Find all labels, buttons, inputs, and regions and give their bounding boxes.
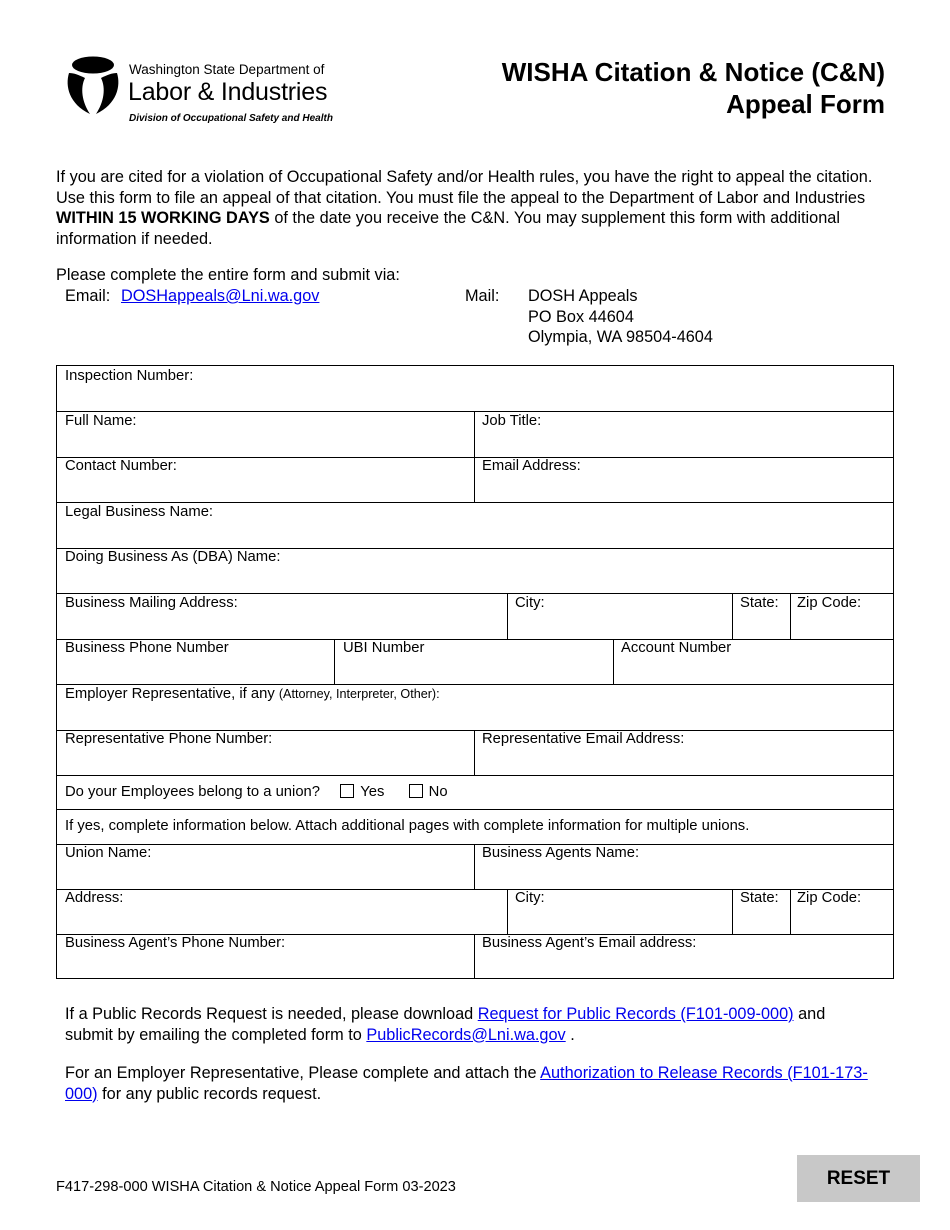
title-line-2: Appeal Form: [726, 89, 885, 119]
employer-rep-label: [65, 686, 440, 703]
intro-text-2: of the date you receive the C&N. You may supplement this form with additional information if needed.: [56, 209, 840, 248]
agents-name-label: Business Agents Name:: [482, 845, 640, 861]
records-text-1: If a Public Records Request is needed, please download: [65, 1005, 478, 1023]
employer-rep-field[interactable]: [58, 704, 893, 729]
city-label: City:: [515, 595, 545, 611]
state-field[interactable]: [733, 613, 789, 638]
zip-code-field[interactable]: [791, 613, 893, 638]
logo-agency-name: Labor & Industries: [128, 78, 328, 106]
form-id-footer: F417-298-000 WISHA Citation & Notice Appeal Form 03-2023: [56, 1179, 456, 1195]
logo-division-text: Division of Occupational Safety and Health: [129, 113, 333, 124]
logo-department-text: Washington State Department of: [129, 62, 325, 77]
employer-rep-text: Employer Representative, if any: [65, 686, 275, 702]
agent-email-field[interactable]: [475, 953, 893, 978]
ubi-number-field[interactable]: [335, 658, 612, 683]
zip-code-label: Zip Code:: [797, 595, 862, 611]
page-title: [502, 56, 885, 120]
rep-phone-field[interactable]: [58, 749, 473, 774]
state-label: State:: [740, 595, 779, 611]
agents-name-field[interactable]: [475, 863, 893, 888]
ubi-number-label: UBI Number: [343, 640, 425, 656]
job-title-label: Job Title:: [482, 413, 542, 429]
agent-phone-label: Business Agent’s Phone Number:: [65, 935, 286, 951]
agent-email-label: Business Agent’s Email address:: [482, 935, 697, 951]
contact-number-field[interactable]: [58, 476, 473, 501]
union-city-label: City:: [515, 890, 545, 906]
rep-email-label: Representative Email Address:: [482, 731, 685, 747]
mail-address-line-1: DOSH Appeals: [528, 287, 638, 305]
account-number-field[interactable]: [614, 658, 893, 683]
union-address-label: Address:: [65, 890, 124, 906]
union-city-field[interactable]: [508, 908, 731, 933]
full-name-label: Full Name:: [65, 413, 137, 429]
union-question-row: [65, 784, 448, 801]
email-label: Email:: [65, 287, 111, 305]
intro-deadline: WITHIN 15 WORKING DAYS: [56, 209, 270, 227]
rep-phone-label: Representative Phone Number:: [65, 731, 273, 747]
contact-number-label: Contact Number:: [65, 458, 177, 474]
dba-name-field[interactable]: [58, 567, 893, 592]
public-records-email-link[interactable]: PublicRecords@Lni.wa.gov: [366, 1025, 566, 1044]
intro-text-1: If you are cited for a violation of Occupational Safety and/or Health rules, you have the right to appeal the citation. Use this form to file an appeal of that citation. You must file the appeal to the Department of Labor and Industries: [56, 168, 873, 207]
union-zip-code-field[interactable]: [791, 908, 893, 933]
union-question-label: Do your Employees belong to a union?: [65, 784, 321, 800]
union-no-checkbox[interactable]: [409, 784, 423, 798]
business-mailing-address-label: Business Mailing Address:: [65, 595, 238, 611]
agent-phone-field[interactable]: [58, 953, 473, 978]
appeals-email-link[interactable]: DOSHappeals@Lni.wa.gov: [121, 287, 320, 305]
mail-address-line-2: PO Box 44604: [528, 307, 634, 326]
records-text-2: and submit by emailing the completed form to: [65, 1005, 826, 1044]
email-address-field[interactable]: [475, 476, 893, 501]
rep-email-field[interactable]: [475, 749, 893, 774]
dba-name-label: Doing Business As (DBA) Name:: [65, 549, 281, 565]
city-field[interactable]: [508, 613, 731, 638]
inspection-number-field[interactable]: [58, 386, 893, 410]
records-text-3: .: [565, 1025, 575, 1044]
union-yes-label: Yes: [360, 784, 385, 800]
union-zip-code-label: Zip Code:: [797, 890, 862, 906]
business-phone-label: Business Phone Number: [65, 640, 229, 656]
union-instructions: If yes, complete information below. Attach additional pages with complete information for multiple unions.: [65, 818, 750, 834]
authorization-paragraph: [65, 1063, 885, 1104]
intro-paragraph: [56, 167, 901, 249]
union-state-field[interactable]: [733, 908, 789, 933]
mail-address-line-3: Olympia, WA 98504-4604: [528, 328, 713, 346]
email-address-label: Email Address:: [482, 458, 581, 474]
business-phone-field[interactable]: [58, 658, 333, 683]
authorization-form-link[interactable]: Authorization to Release Records (F101-173-000): [65, 1064, 868, 1103]
public-records-form-link[interactable]: Request for Public Records (F101-009-000): [477, 1005, 794, 1023]
union-name-field[interactable]: [58, 863, 473, 888]
union-name-label: Union Name:: [65, 845, 152, 861]
inspection-number-label: Inspection Number:: [65, 368, 194, 384]
account-number-label: Account Number: [621, 640, 732, 656]
mail-label: Mail:: [465, 287, 500, 305]
legal-business-name-label: Legal Business Name:: [65, 504, 214, 520]
title-line-1: WISHA Citation & Notice (C&N): [501, 57, 885, 87]
business-mailing-address-field[interactable]: [58, 613, 506, 638]
submit-heading: Please complete the entire form and submit via:: [56, 266, 400, 284]
job-title-field[interactable]: [475, 431, 893, 456]
full-name-field[interactable]: [58, 431, 473, 456]
mail-address: [528, 286, 713, 348]
legal-business-name-field[interactable]: [58, 522, 893, 547]
union-yes-checkbox[interactable]: [340, 784, 354, 798]
authorization-text-1: For an Employer Representative, Please complete and attach the: [65, 1064, 541, 1082]
public-records-paragraph: [65, 1004, 875, 1045]
reset-button[interactable]: RESET: [797, 1155, 920, 1202]
union-state-label: State:: [740, 890, 779, 906]
union-address-field[interactable]: [58, 908, 506, 933]
authorization-text-2: for any public records request.: [97, 1084, 322, 1103]
employer-rep-note: (Attorney, Interpreter, Other):: [278, 687, 440, 701]
agency-logo: [63, 55, 333, 127]
appeal-form-table: [56, 365, 894, 979]
union-no-label: No: [428, 784, 448, 800]
lni-logo-icon: [63, 56, 123, 118]
